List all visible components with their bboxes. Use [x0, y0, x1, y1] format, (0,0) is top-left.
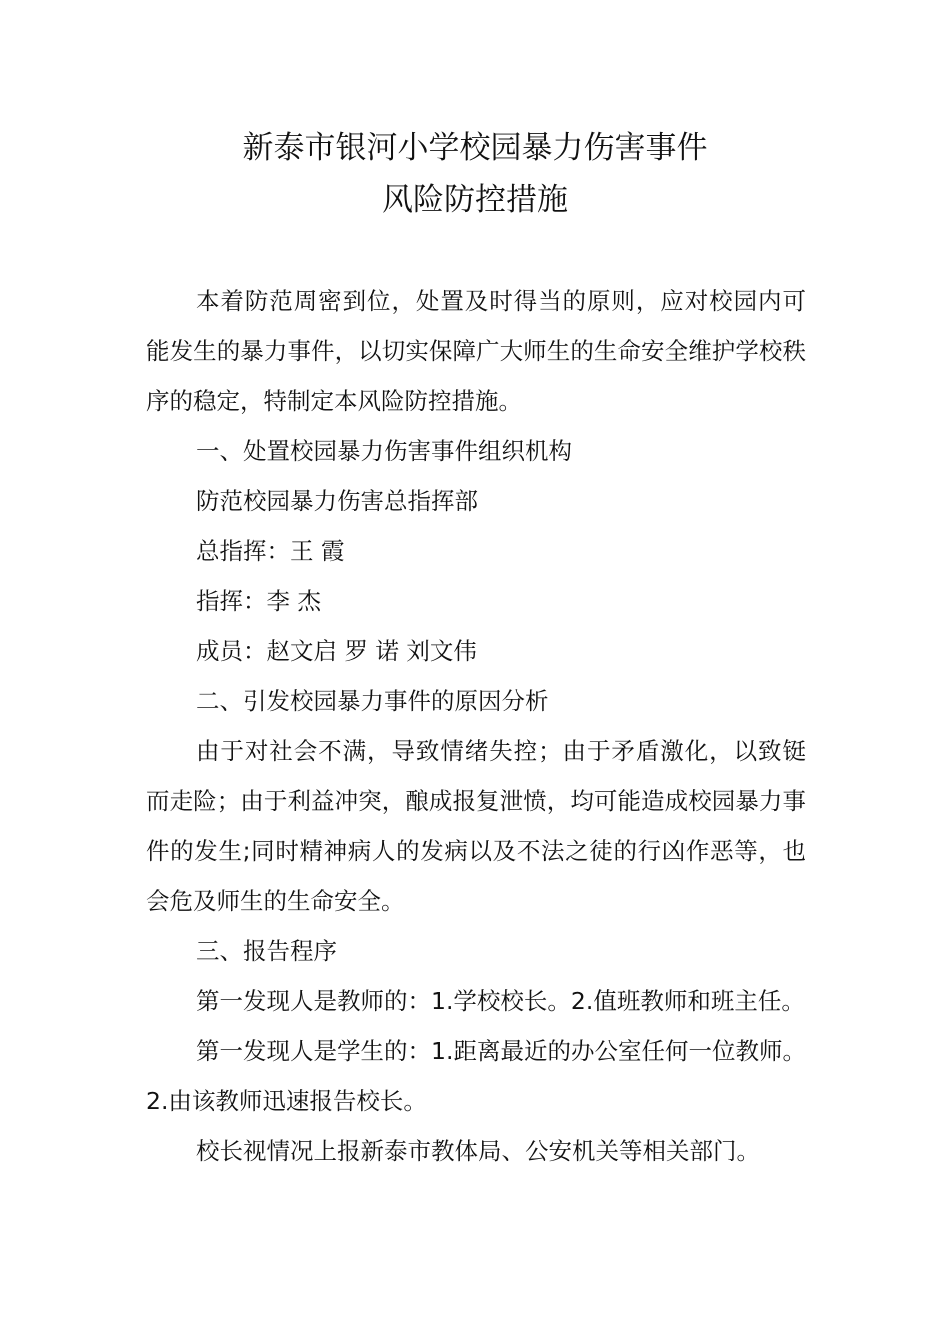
teacher-report-paragraph: 第一发现人是教师的：1.学校校长。2.值班教师和班主任。 — [196, 987, 805, 1015]
student-report-paragraph: 第一发现人是学生的：1.距离最近的办公室任何一位教师。2.由该教师迅速报告校长。 — [146, 1037, 806, 1115]
causes-paragraph: 由于对社会不满，导致情绪失控；由于矛盾激化，以致铤而走险；由于利益冲突，酿成报复泄愤，均可能造成校园暴力事件的发生;同时精神病人的发病以及不法之徒的行凶作恶等，也会危及师生的生命安全。 — [146, 737, 806, 915]
section-heading-causes: 二、引发校园暴力事件的原因分析 — [196, 687, 549, 715]
members-line: 成员：赵文启 罗 诺 刘文伟 — [196, 637, 477, 665]
headquarters-name: 防范校园暴力伤害总指挥部 — [196, 487, 478, 515]
document-body — [146, 276, 806, 1176]
commander-line: 总指挥：王 霞 — [196, 537, 345, 565]
intro-paragraph: 本着防范周密到位，处置及时得当的原则，应对校园内可能发生的暴力事件，以切实保障广大师生的生命安全维护学校秩序的稳定，特制定本风险防控措施。 — [146, 287, 806, 415]
deputy-commander-line: 指挥：李 杰 — [196, 587, 321, 615]
section-heading-reporting: 三、报告程序 — [196, 937, 337, 965]
document-title-line-1: 新泰市银河小学校园暴力伤害事件 — [242, 130, 708, 166]
document-title-line-2: 风险防控措施 — [382, 182, 568, 218]
principal-report-paragraph: 校长视情况上报新泰市教体局、公安机关等相关部门。 — [196, 1137, 760, 1165]
section-heading-organization: 一、处置校园暴力伤害事件组织机构 — [196, 437, 572, 465]
